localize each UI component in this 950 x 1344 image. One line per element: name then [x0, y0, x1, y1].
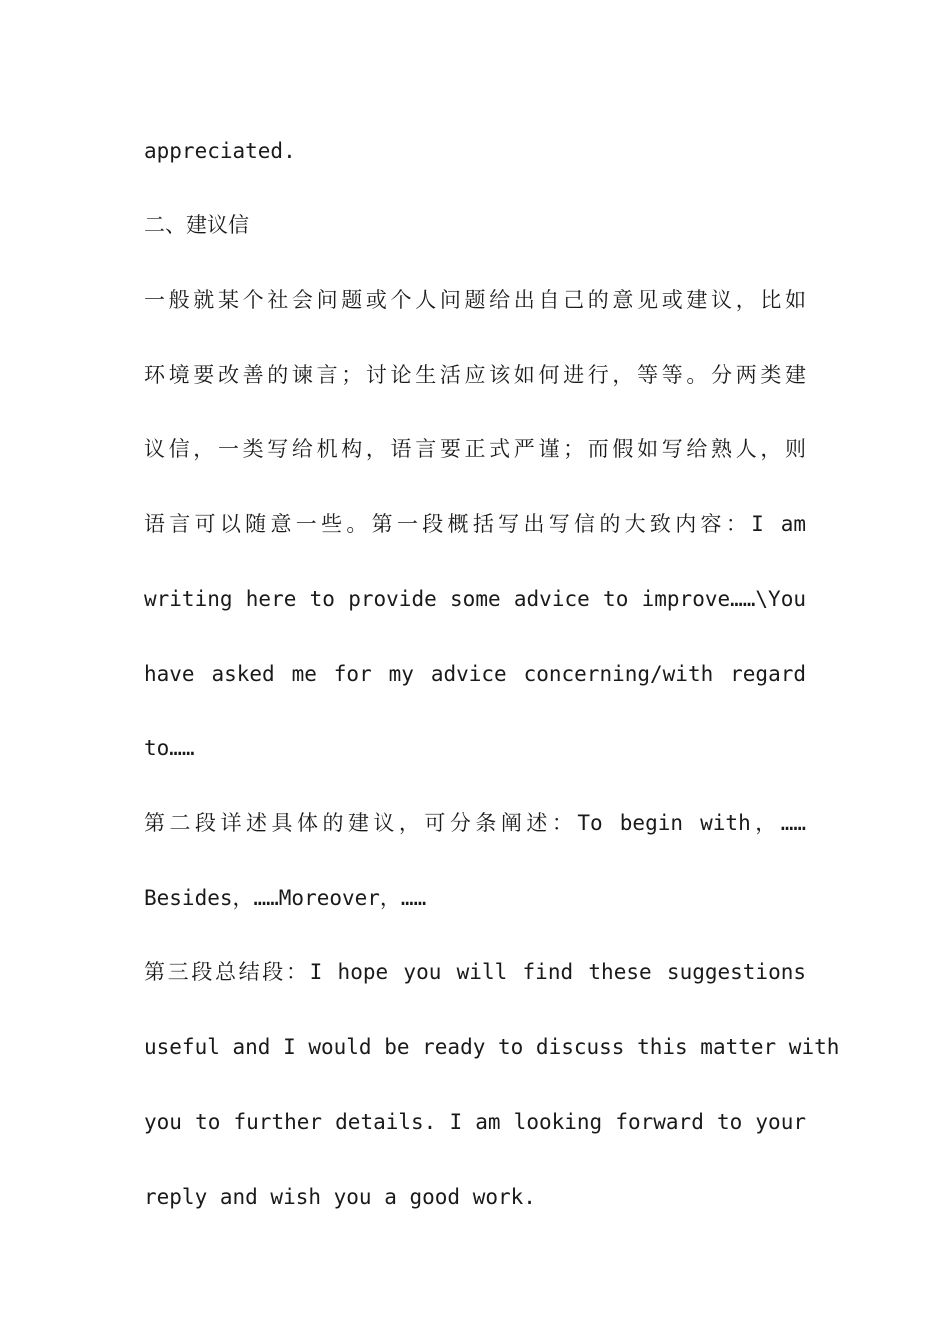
- text-line-appreciated: appreciated.: [144, 139, 296, 163]
- text-line: 语言可以随意一些。第一段概括写出写信的大致内容：I am: [144, 512, 806, 536]
- text-line: reply and wish you a good work.: [144, 1185, 536, 1209]
- section-heading-suggestion-letter: 二、建议信: [144, 213, 249, 237]
- text-line: 环境要改善的谏言；讨论生活应该如何进行，等等。分两类建: [144, 363, 806, 387]
- text-line: you to further details. I am looking forward to your: [144, 1110, 806, 1134]
- text-line: 一般就某个社会问题或个人问题给出自己的意见或建议，比如: [144, 288, 806, 312]
- text-line: writing here to provide some advice to improve……\You: [144, 587, 806, 611]
- text-line: have asked me for my advice concerning/with regard: [144, 662, 806, 686]
- text-line-paragraph-three: 第三段总结段：I hope you will find these suggestions: [144, 960, 806, 984]
- text-line: Besides，……Moreover，……: [144, 886, 427, 910]
- text-line: 议信，一类写给机构，语言要正式严谨；而假如写给熟人，则: [144, 437, 806, 461]
- text-line: useful and I would be ready to discuss this matter with: [144, 1035, 840, 1059]
- text-line: to……: [144, 736, 195, 760]
- text-line-paragraph-two: 第二段详述具体的建议，可分条阐述：To begin with，……: [144, 811, 806, 835]
